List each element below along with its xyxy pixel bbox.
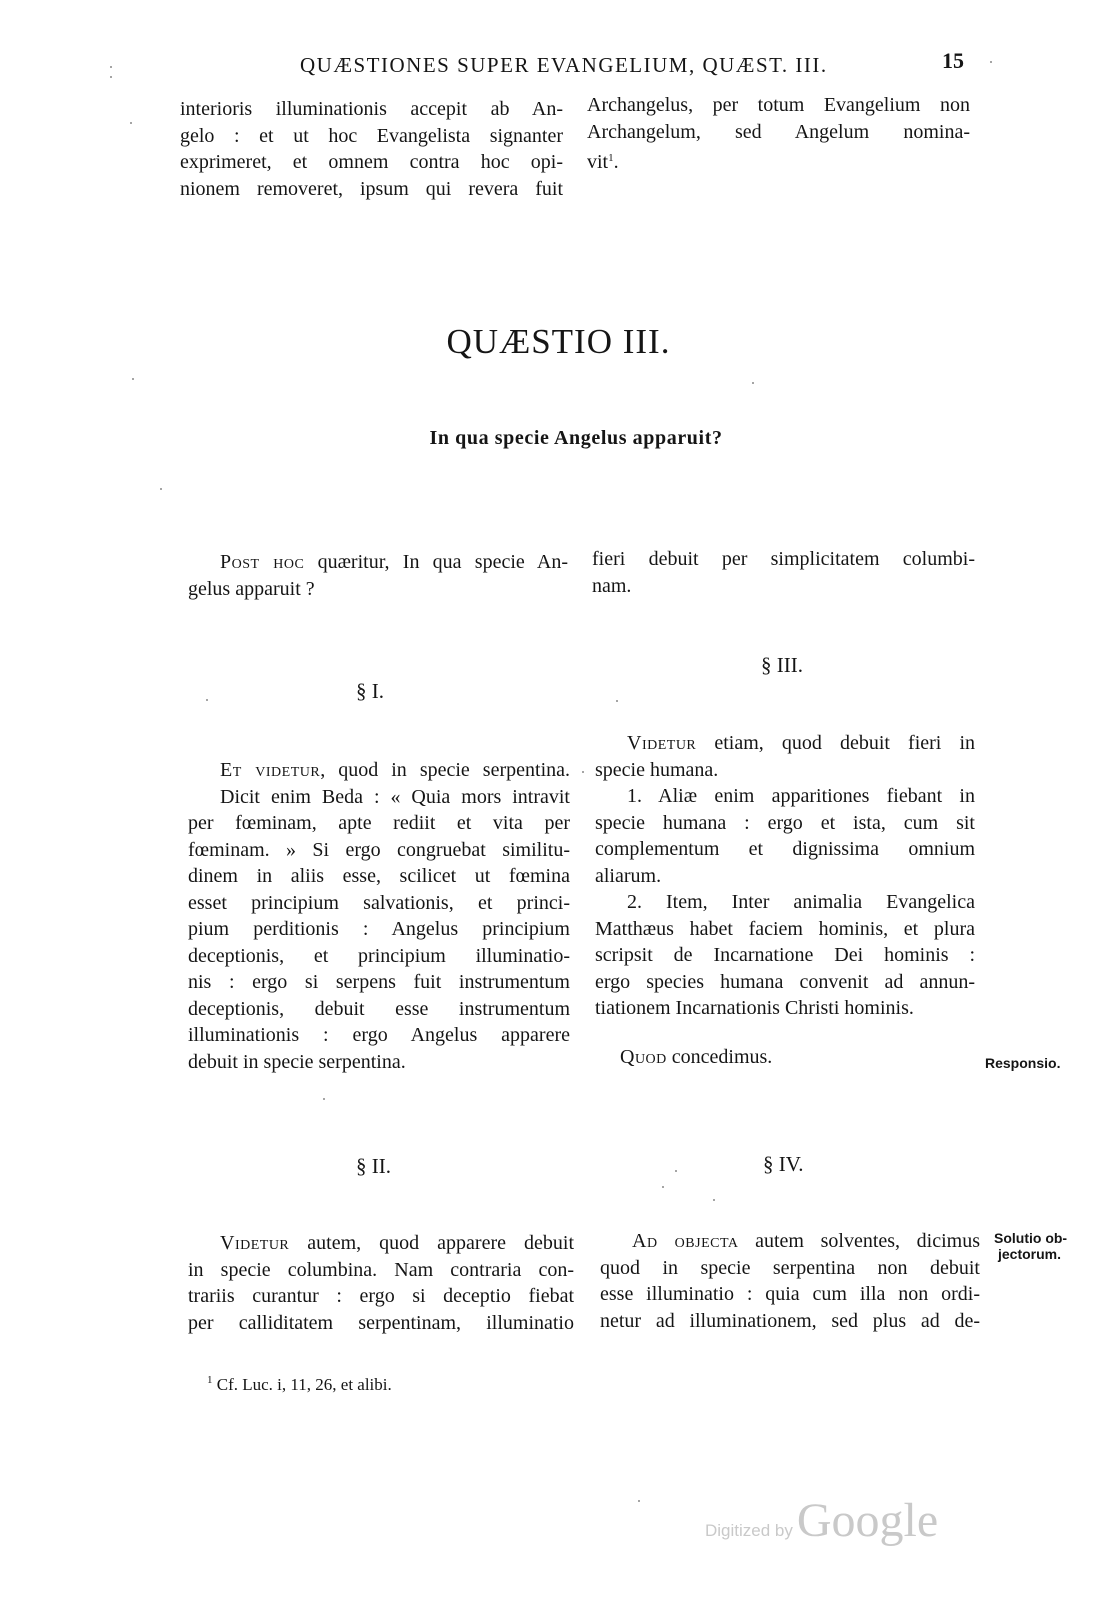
scan-speck: [160, 488, 162, 490]
text-line: per fœminam, apte rediit et vita per: [188, 812, 570, 834]
text-line: Archangelum, sed Angelum nomina-: [587, 120, 970, 143]
text-line: Videtur autem, quod apparere debuit: [220, 1232, 574, 1254]
responsio-line: Quod concedimus.: [620, 1046, 773, 1068]
text-line: specie humana : ergo et ista, cum sit: [595, 811, 975, 834]
text-line: aliarum.: [595, 864, 662, 887]
text-line: Dicit enim Beda : « Quia mors intravit: [220, 785, 570, 808]
running-head: QUÆSTIONES SUPER EVANGELIUM, QUÆST. III.: [300, 53, 828, 77]
scan-speck: [132, 378, 134, 380]
footnote-mark: 1: [207, 1374, 213, 1386]
text-line: in specie columbina. Nam contraria con-: [188, 1258, 574, 1281]
text-line: esse illuminatio : quia cum illa non ordi-: [600, 1283, 980, 1305]
text-line: per calliditatem serpentinam, illuminatio: [188, 1311, 574, 1334]
question-subtitle: In qua specie Angelus apparuit?: [429, 427, 723, 449]
intro-left: [188, 549, 568, 602]
small-caps-lead: Quod: [620, 1046, 667, 1068]
text-line: dinem in aliis esse, scilicet ut fœmina: [188, 865, 570, 887]
small-caps-lead: Et videtur: [220, 759, 321, 781]
section-heading-2: § II.: [356, 1154, 391, 1178]
page-number: 15: [942, 48, 964, 73]
text-line: quod in specie serpentina non debuit: [600, 1256, 980, 1279]
text-line: fœminam. » Si ergo congruebat similitu-: [188, 838, 570, 861]
scan-speck: [206, 699, 208, 701]
text-line: Archangelus, per totum Evangelium non: [587, 94, 970, 116]
text-line: Et videtur, quod in specie serpentina.: [220, 759, 570, 781]
text-line: vit$^1$.: [587, 151, 619, 173]
text-line: Videtur etiam, quod debuit fieri in: [627, 732, 975, 754]
text-line: illuminationis : ergo Angelus apparere: [188, 1024, 570, 1046]
google-logo: Google: [796, 1494, 939, 1547]
section-2-text: [188, 1230, 574, 1336]
scan-speck: [110, 76, 112, 78]
section-heading-1: § I.: [356, 679, 384, 703]
text-line: nam.: [592, 574, 632, 597]
text-line: ergo species humana convenit ad annun-: [595, 970, 975, 993]
text-line: Post hoc quæritur, In qua specie An-: [220, 551, 568, 573]
small-caps-lead: Ad objecta: [632, 1230, 739, 1252]
scan-speck: [662, 1186, 664, 1188]
text-line: pium perditionis : Angelus principium: [188, 918, 570, 940]
text-line: specie humana.: [595, 758, 719, 781]
text-line: esset principium salvationis, et princi-: [188, 891, 570, 914]
section-4-text: [600, 1228, 980, 1334]
section-heading-4: § IV.: [763, 1152, 804, 1176]
text-line: trariis curantur : ergo si deceptio fiebat: [188, 1285, 574, 1307]
text-line: scripsit de Incarnatione Dei hominis :: [595, 944, 975, 966]
top-left-column: [180, 96, 563, 202]
text-line: complementum et dignissima omnium: [595, 838, 975, 860]
text-line: deceptionis, debuit esse instrumentum: [188, 997, 570, 1020]
scan-speck: [616, 700, 618, 702]
text-line: debuit in specie serpentina.: [188, 1050, 406, 1073]
scan-speck: [713, 1199, 715, 1201]
small-caps-lead: Videtur: [220, 1232, 290, 1254]
text-line: 1. Aliæ enim apparitiones fiebant in: [627, 785, 975, 807]
text-line: tiationem Incarnationis Christi hominis.: [595, 997, 914, 1019]
section-1-text: [188, 757, 570, 1075]
small-caps-lead: Post hoc: [220, 551, 305, 573]
scan-speck: [110, 66, 112, 68]
text-line: netur ad illuminationem, sed plus ad de-: [600, 1309, 980, 1332]
text-line: gelus apparuit ?: [188, 577, 315, 600]
margin-note-line: jectorum.: [998, 1246, 1062, 1262]
text-line: deceptionis, et principium illuminatio-: [188, 944, 570, 967]
top-right-column: [587, 92, 970, 176]
intro-right: [592, 546, 975, 599]
question-title: QUÆSTIO III.: [446, 322, 671, 361]
scan-speck: [675, 1170, 677, 1172]
text-line: nis : ergo si serpens fuit instrumentum: [188, 971, 570, 993]
section-heading-3: § III.: [761, 653, 803, 677]
text-line: gelo : et ut hoc Evangelista signanter: [180, 124, 563, 147]
scan-speck: [990, 61, 992, 63]
text-line: 2. Item, Inter animalia Evangelica: [627, 891, 975, 913]
scan-speck: [130, 122, 132, 124]
scan-speck: [752, 382, 754, 384]
text-line: nionem removeret, ipsum qui revera fuit: [180, 177, 563, 200]
small-caps-lead: Videtur: [627, 732, 697, 754]
scan-speck: [638, 1500, 640, 1502]
digitized-by-google-watermark: Digitized byGoogle: [705, 1494, 939, 1547]
text-line: Matthæus habet faciem hominis, et plura: [595, 917, 975, 940]
footnote: $^1$ Cf. Luc. i, 11, 26, et alibi.: [207, 1374, 392, 1394]
scan-speck: [582, 771, 584, 773]
footnote-ref: 1: [608, 152, 614, 164]
text-line: fieri debuit per simplicitatem columbi-: [592, 548, 975, 570]
margin-note-line: Solutio ob-: [994, 1230, 1068, 1246]
text-line: exprimeret, et omnem contra hoc opi-: [180, 151, 563, 173]
section-3-text: [595, 730, 975, 1022]
text-line: interioris illuminationis accepit ab An-: [180, 98, 563, 120]
margin-note-solutio: [994, 1230, 1067, 1262]
text-line: Ad objecta autem solventes, dicimus: [632, 1230, 980, 1252]
margin-note-responsio: Responsio.: [985, 1055, 1061, 1071]
scan-speck: [323, 1098, 325, 1100]
